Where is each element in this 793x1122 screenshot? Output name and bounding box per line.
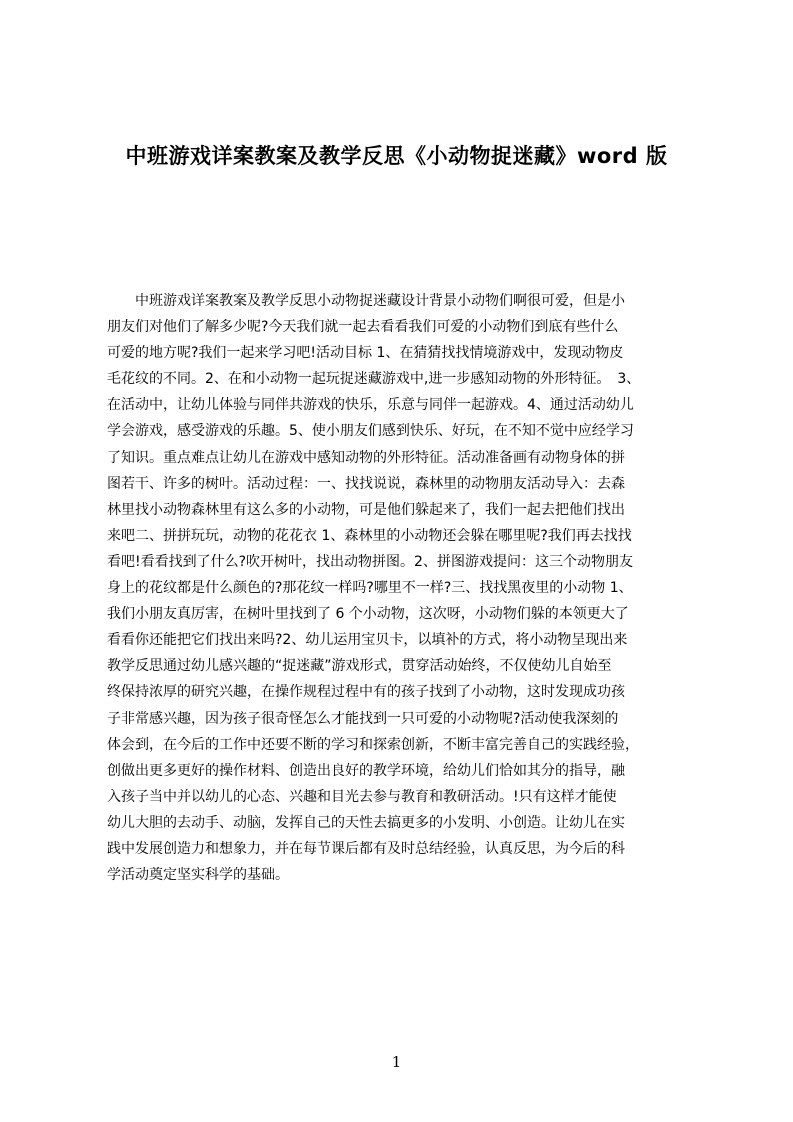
body-line: 入孩子当中并以幼儿的心态、兴趣和目光去参与教育和教研活动。!只有这样才能使 <box>107 788 617 805</box>
body-line: 看看你还能把它们找出来吗?2、幼儿运用宝贝卡，以填补的方式，将小动物呈现出来 <box>107 632 628 649</box>
body-line: 子非常感兴趣，因为孩子很奇怪怎么才能找到一只可爱的小动物呢?活动使我深刻的 <box>107 710 619 727</box>
body-line: 终保持浓厚的研究兴趣，在操作规程过程中有的孩子找到了小动物，这时发现成功孩 <box>107 684 625 701</box>
body-line: 体会到，在今后的工作中还要不断的学习和探索创新，不断丰富完善自己的实践经验， <box>107 736 639 753</box>
body-line: 幼儿大胆的去动手、动脑，发挥自己的天性去搞更多的小发明、小创造。让幼儿在实 <box>107 814 625 831</box>
body-line: 看吧!看看找到了什么?吹开树叶，找出动物拼图。2、拼图游戏提问：这三个动物朋友 <box>107 553 633 570</box>
body-line: 身上的花纹都是什么颜色的?那花纹一样吗?哪里不一样?三、找找黑夜里的小动物 1、 <box>107 580 633 597</box>
body-line: 学会游戏，感受游戏的乐趣。5、使小朋友们感到快乐、好玩，在不知不觉中应经学习 <box>107 423 634 440</box>
body-line: 来吧二、拼拼玩玩，动物的花花衣 1、森林里的小动物还会躲在哪里呢?我们再去找找 <box>107 527 632 544</box>
body-line: 图若干、许多的树叶。活动过程：一、找找说说，森林里的动物朋友活动导入：去森 <box>107 475 625 492</box>
body-line: 林里找小动物森林里有这么多的小动物，可是他们躲起来了，我们一起去把他们找出 <box>107 501 625 518</box>
body-line: 中班游戏详案教案及教学反思小动物捉迷藏设计背景小动物们啊很可爱，但是小 <box>107 293 625 309</box>
document-title: 中班游戏详案教案及教学反思《小动物捉迷藏》word 版 <box>125 144 668 168</box>
body-line: 在活动中，让幼儿体验与同伴共游戏的快乐，乐意与同伴一起游戏。4、通过活动幼儿 <box>107 397 634 414</box>
document-body <box>107 288 697 908</box>
body-line: 践中发展创造力和想象力，并在每节课后都有及时总结经验，认真反思，为今后的科 <box>107 840 625 857</box>
body-line: 教学反思通过幼儿感兴趣的“捉迷藏”游戏形式，贯穿活动始终，不仅使幼儿自始至 <box>107 658 612 675</box>
body-line: 创做出更多更好的操作材料、创造出良好的教学环境，给幼儿们恰如其分的指导，融 <box>107 762 625 779</box>
body-line: 可爱的地方呢?我们一起来学习吧!活动目标 1、在猜猜找找情境游戏中，发现动物皮 <box>107 345 624 362</box>
body-line: 朋友们对他们了解多少呢?今天我们就一起去看看我们可爱的小动物们到底有些什么 <box>107 319 619 336</box>
page-number: 1 <box>391 1053 402 1071</box>
body-line: 了知识。重点难点让幼儿在游戏中感知动物的外形特征。活动准备画有动物身体的拼 <box>107 449 625 466</box>
body-line: 我们小朋友真厉害，在树叶里找到了 6 个小动物，这次呀，小动物们躲的本领更大了 <box>107 606 629 623</box>
body-line: 毛花纹的不同。2、在和小动物一起玩捉迷藏游戏中,进一步感知动物的外形特征。 3、 <box>107 371 641 388</box>
body-line: 学活动奠定坚实科学的基础。 <box>107 867 289 884</box>
